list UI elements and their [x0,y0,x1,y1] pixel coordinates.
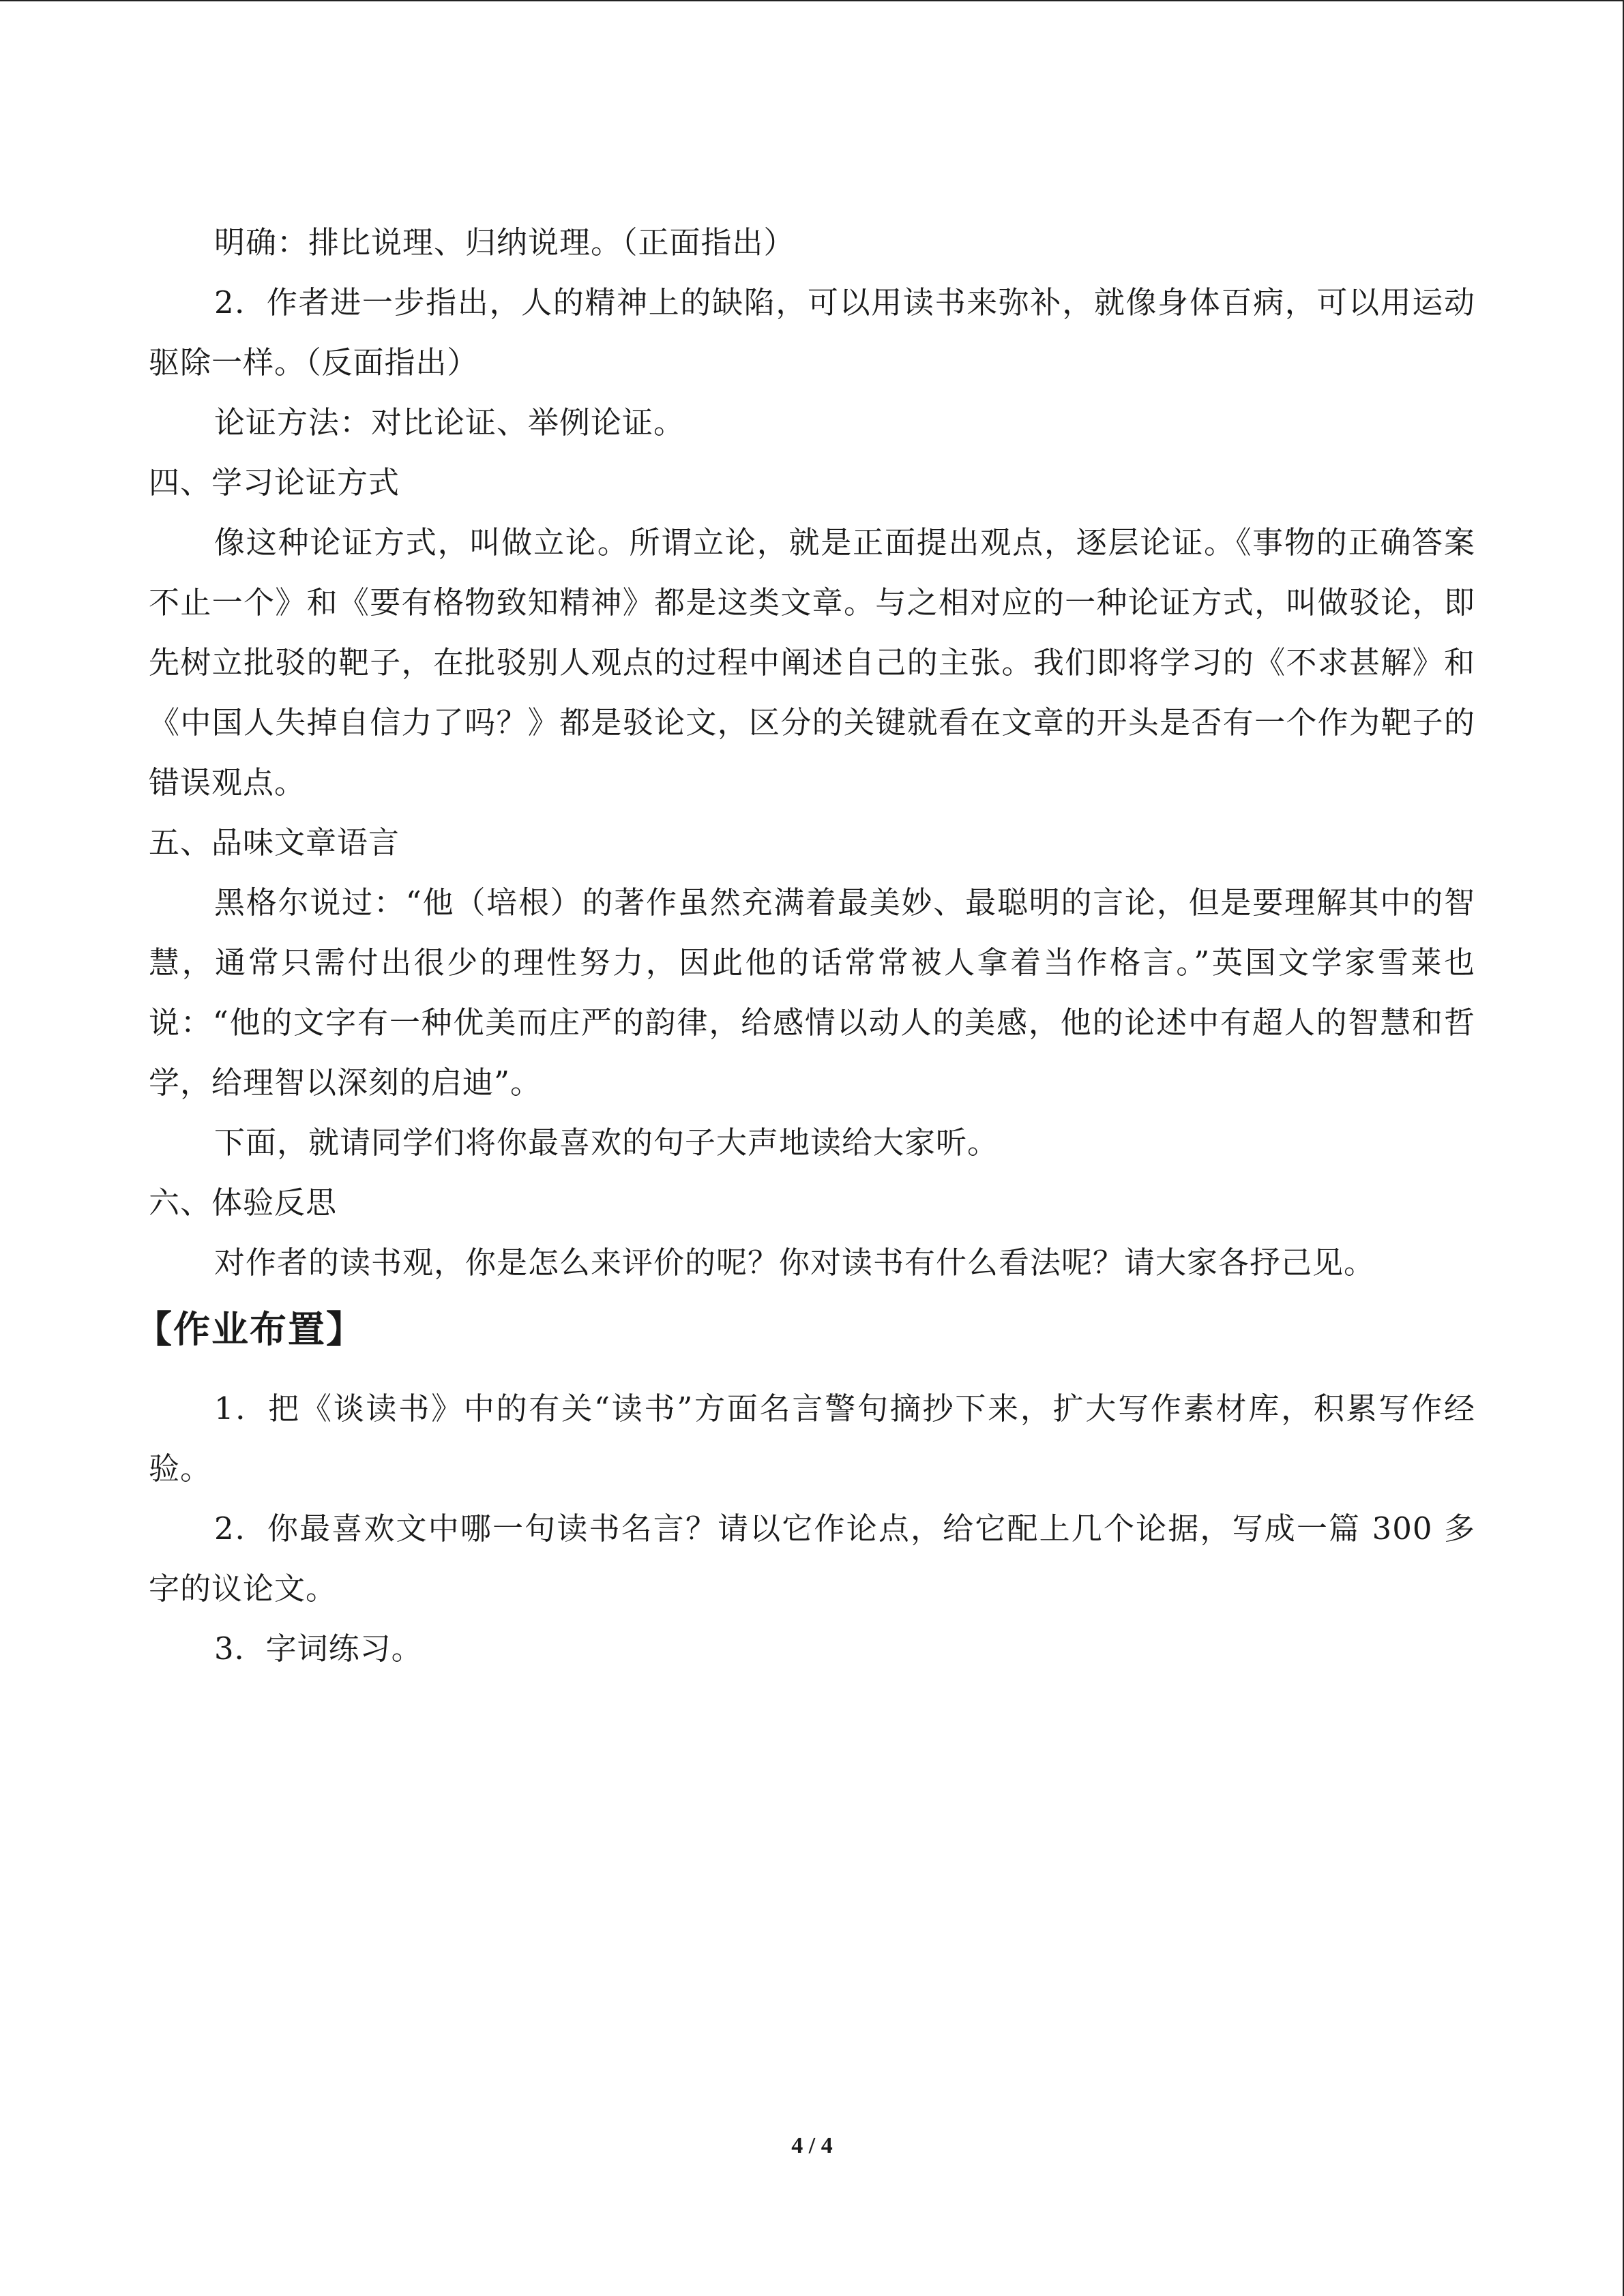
homework-heading: 【作业布置】 [135,1308,364,1351]
document-body [135,213,1475,1679]
homework-item: 3．字词练习。 [214,1630,423,1667]
paragraph-reflection: 对作者的读书观，你是怎么来评价的呢？你对读书有什么看法呢？请大家各抒己见。 [214,1244,1376,1281]
homework-item: 2．你最喜欢文中哪一句读书名言？请以它作论点，给它配上几个论据，写成一篇 300 多字的议论文。 [149,1510,1475,1607]
paragraph-quotes: 黑格尔说过：“他（培根）的著作虽然充满着最美妙、最聪明的言论，但是要理解其中的智慧，通常只需付出很少的理性努力，因此他的话常常被人拿着当作格言。”英国文学家雪莱也说：“他的文字有一种优美而庄严的韵律，给感情以动人的美感，他的论述中有超人的智慧和哲学，给理智以深刻的启迪”。 [149,884,1475,1101]
homework-item: 1．把《谈读书》中的有关“读书”方面名言警句摘抄下来，扩大写作素材库，积累写作经验。 [149,1390,1475,1487]
section-heading-4: 四、学习论证方式 [149,464,400,501]
paragraph-read-aloud: 下面，就请同学们将你最喜欢的句子大声地读给大家听。 [214,1124,999,1161]
paragraph-clarify: 明确：排比说理、归纳说理。（正面指出） [214,224,795,260]
paragraph-point-2: 2．作者进一步指出，人的精神上的缺陷，可以用读书来弥补，就像身体百病，可以用运动驱除一样。（反面指出） [149,284,1475,381]
paragraph-method: 论证方法：对比论证、举例论证。 [214,404,685,441]
section-heading-5: 五、品味文章语言 [149,824,400,861]
section-heading-6: 六、体验反思 [149,1184,338,1221]
page-number: 4 / 4 [791,2133,833,2158]
paragraph-argument-style: 像这种论证方式，叫做立论。所谓立论，就是正面提出观点，逐层论证。《事物的正确答案不止一个》和《要有格物致知精神》都是这类文章。与之相对应的一种论证方式，叫做驳论，即先树立批驳的靶子，在批驳别人观点的过程中阐述自己的主张。我们即将学习的《不求甚解》和《中国人失掉自信力了吗？》都是驳论文，区分的关键就看在文章的开头是否有一个作为靶子的错误观点。 [149,524,1475,801]
